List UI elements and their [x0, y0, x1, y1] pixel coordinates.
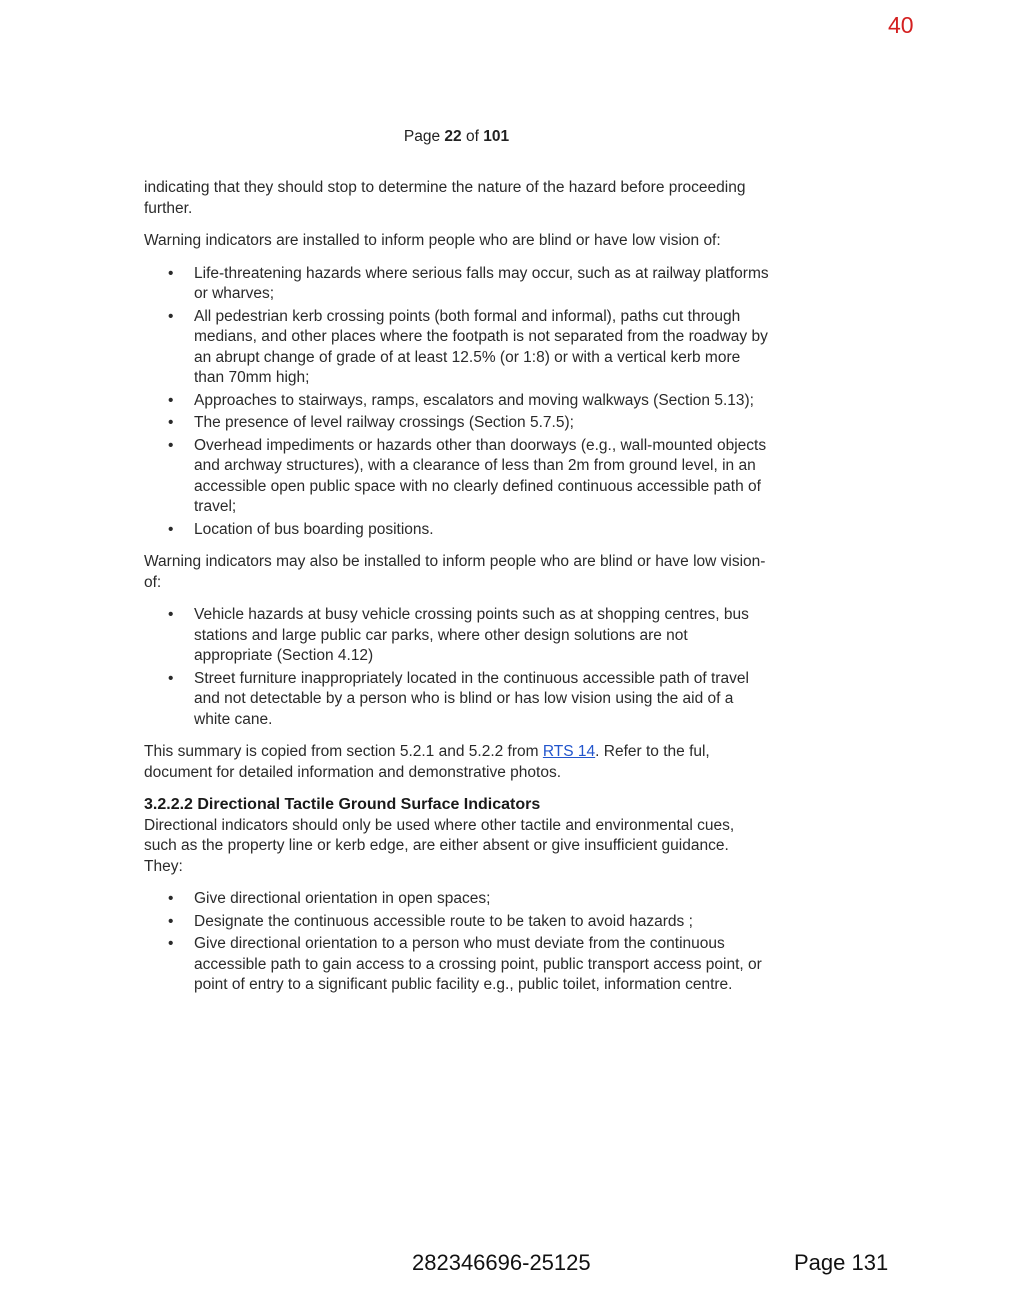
bullet-icon: •	[168, 935, 174, 952]
directional-indicators-list	[144, 889, 769, 996]
list-item-text: Designate the continuous accessible route to be taken to avoid hazards ;	[194, 912, 693, 930]
footer-document-id: 282346696-25125	[412, 1250, 591, 1275]
list-item-text: Give directional orientation in open spaces;	[194, 890, 491, 907]
warning-indicators-list	[144, 264, 769, 541]
document-body	[144, 178, 769, 1008]
list-item-text: Location of bus boarding positions.	[194, 520, 434, 538]
page-stamp-number: 40	[888, 12, 914, 38]
section-heading: 3.2.2.2 Directional Tactile Ground Surface Indicators	[144, 796, 541, 813]
list-item-text: Give directional orientation to a person who must deviate from the continuous accessible path to gain access to a crossing point, public transport access point, or point of entry to a significant public facility e.g., public toilet, information centre.	[194, 935, 762, 993]
summary-text-after: . Refer to the ful, document for detailed information and demonstrative photos.	[144, 743, 710, 781]
bullet-icon: •	[168, 520, 174, 538]
list-item	[168, 391, 769, 412]
list-item	[168, 264, 769, 305]
paragraph-directional-intro: Directional indicators should only be used where other tactile and environmental cues, such as the property line or kerb edge, are either absent or give insufficient guidance. They:	[144, 816, 735, 875]
summary-text-before: This summary is copied from section 5.2.1 and 5.2.2 from	[144, 743, 543, 760]
paragraph-summary-source	[144, 742, 769, 783]
page-header-current: 22	[444, 128, 462, 145]
list-item	[168, 520, 769, 541]
paragraph-warning-intro: Warning indicators are installed to inform people who are blind or have low vision of:	[144, 232, 721, 249]
list-item-text: Overhead impediments or hazards other than doorways (e.g., wall-mounted objects and archway structures), with a clearance of less than 2m from ground level, in an accessible open public space with no clearly defined continuous accessible path of travel;	[194, 436, 767, 515]
list-item-text: Street furniture inappropriately located in the continuous accessible path of travel and not detectable by a person who is blind or has low vision using the aid of a white cane.	[194, 669, 749, 728]
list-item	[168, 889, 769, 910]
page-header-total: 101	[483, 128, 510, 145]
paragraph-optional-warning: Warning indicators may also be installed to inform people who are blind or have low vision- of:	[144, 553, 766, 591]
bullet-icon: •	[168, 606, 174, 623]
optional-warning-list	[144, 605, 769, 730]
list-item	[168, 605, 769, 667]
list-item-text: The presence of level railway crossings (Section 5.7.5);	[194, 414, 574, 431]
bullet-icon: •	[168, 912, 174, 930]
bullet-icon: •	[168, 264, 174, 282]
bullet-icon: •	[168, 391, 174, 409]
list-item-text: All pedestrian kerb crossing points (both formal and informal), paths cut through medians, and other places where the footpath is not separated from the roadway by an abrupt change of grade of at least 12.5% (or 1:8) or with a vertical kerb more than 70mm high;	[194, 307, 768, 386]
page-header	[0, 128, 913, 146]
bullet-icon: •	[168, 307, 174, 325]
list-item-text: Vehicle hazards at busy vehicle crossing points such as at shopping centres, bus stations and large public car parks, where other design solutions are not appropriate (Section 4.12)	[194, 606, 749, 664]
list-item	[168, 669, 769, 731]
list-item	[168, 307, 769, 389]
list-item	[168, 413, 769, 434]
bullet-icon: •	[168, 890, 174, 907]
list-item	[168, 436, 769, 518]
bullet-icon: •	[168, 414, 174, 431]
paragraph-continuation: indicating that they should stop to determine the nature of the hazard before proceeding further.	[144, 179, 746, 217]
bullet-icon: •	[168, 436, 174, 454]
page-header-middle: of	[461, 128, 484, 145]
page-header-prefix: Page	[403, 128, 445, 145]
rts14-link[interactable]: RTS 14	[542, 743, 596, 760]
footer-page-number: Page 131	[794, 1250, 889, 1275]
list-item	[168, 912, 769, 933]
list-item-text: Approaches to stairways, ramps, escalators and moving walkways (Section 5.13);	[194, 391, 754, 409]
bullet-icon: •	[168, 669, 174, 687]
list-item-text: Life-threatening hazards where serious falls may occur, such as at railway platforms or wharves;	[194, 264, 769, 302]
list-item	[168, 934, 769, 996]
